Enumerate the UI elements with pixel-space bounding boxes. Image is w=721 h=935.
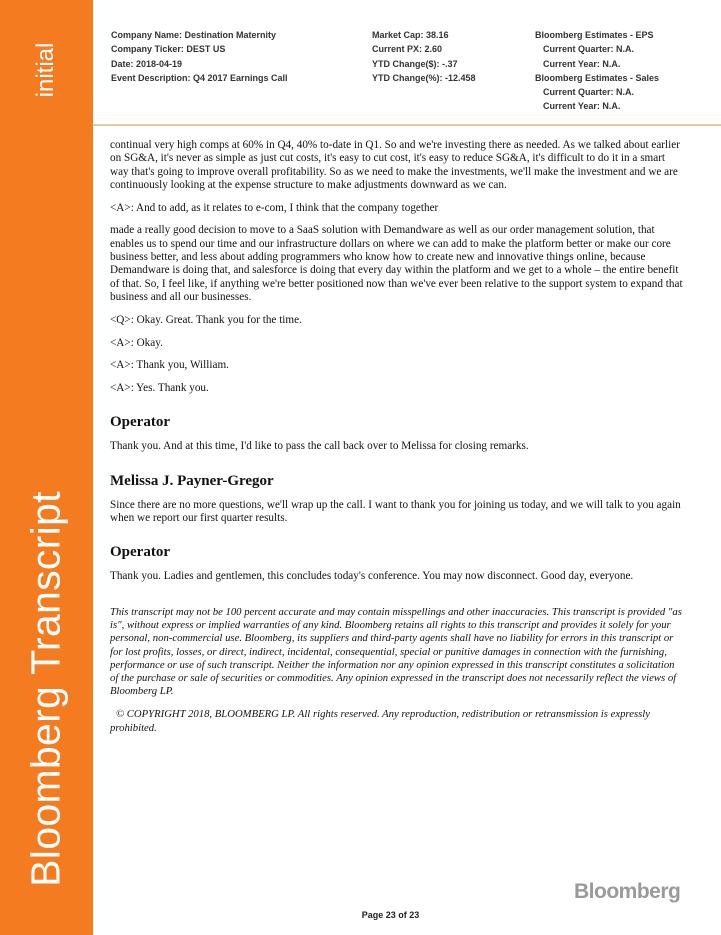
company-ticker: Company Ticker: DEST US (111, 44, 226, 55)
speaker-heading: Melissa J. Payner-Gregor (110, 472, 274, 489)
paragraph: made a really good decision to move to a SaaS solution with Demandware as well as our order management solution, that enables us to spend our time and our infrastructure dollars on where we can add to make the platform better or make our core business better, and less about adding programmers who know how to create new and innovative things online, because Demandware is doing that, and salesforce is doing that every day within the platform and we get to a whole – the entire benefit of that. So, I feel like, if anything we're better positioned now than we've ever been relative to the support system to expand that business and all our businesses. (110, 224, 683, 303)
paragraph: <A>: Yes. Thank you. (110, 382, 209, 395)
header-divider (93, 124, 721, 126)
date: Date: 2018-04-19 (111, 58, 183, 69)
paragraph: <Q>: Okay. Great. Thank you for the time. (110, 313, 302, 326)
header-company-column (111, 28, 288, 85)
eps-title: Bloomberg Estimates - EPS (535, 30, 654, 40)
paragraph: <A>: And to add, as it relates to e-com, I think that the company together (110, 201, 439, 214)
sales-quarter: Current Quarter: N.A. (543, 87, 635, 98)
sales-year: Current Year: N.A. (543, 101, 621, 112)
speaker-heading: Operator (110, 414, 170, 431)
ytd-change: YTD Change($): -.37 (372, 58, 458, 69)
disclaimer: This transcript may not be 100 percent accurate and may contain misspellings and other inaccuracies. This transcript is provided "as is", without express or implied warranties of any kind. Bloomberg retains all rights to this transcript and provides it solely for your personal, non-commercial use. Bloomberg, its suppliers and third-party agents shall have no liability for errors in this transcript or for lost profits, losses, or direct, indirect, incidental, consequential, special or punitive damages in connection with the furnishing, performance or use of such transcript. Neither the information nor any opinion expressed in this transcript constitutes a solicitation of the purchase or sale of securities or commodities. Any opinion expressed in the transcript does not necessarily reflect the views of Bloomberg LP. (110, 605, 682, 698)
current-px: Current PX: 2.60 (372, 44, 443, 55)
paragraph: <A>: Okay. (110, 336, 163, 349)
sidebar-tag: initial (32, 42, 59, 98)
transcript-body (110, 139, 685, 744)
market-cap: Market Cap: 38.16 (372, 30, 449, 40)
eps-quarter: Current Quarter: N.A. (543, 44, 635, 55)
bloomberg-logo: Bloomberg (574, 880, 681, 903)
company-name: Company Name: Destination Maternity (111, 30, 277, 40)
copyright: © COPYRIGHT 2018, BLOOMBERG LP. All rights reserved. Any reproduction, redistribution or retransmission is expressly prohibited. (110, 708, 650, 734)
paragraph: continual very high comps at 60% in Q4, 40% to-date in Q1. So and we're investing there as needed. As we talked about earlier on SG&A, it's never as simple as just cut costs, it's easy to cut cost, it's easy to reduce SG&A, it's difficult to do it in a smart way that's going to improve overall profitability. So as we need to make the investments, we'll make the investment and we are continuously looking at the expense structure to make adjustments downward as we can. (110, 139, 680, 191)
paragraph: Since there are no more questions, we'll wrap up the call. I want to thank you for joining us today, and we will talk to you again when we report our first quarter results. (110, 498, 681, 525)
speaker-heading: Operator (110, 544, 170, 561)
paragraph: <A>: Thank you, William. (110, 359, 229, 372)
event-description: Event Description: Q4 2017 Earnings Call (111, 72, 288, 83)
ytd-change-pct: YTD Change(%): -12.458 (372, 72, 476, 83)
sidebar (0, 0, 93, 935)
sales-title: Bloomberg Estimates - Sales (535, 72, 660, 83)
eps-year: Current Year: N.A. (543, 58, 621, 69)
page-number: Page 23 of 23 (361, 910, 420, 920)
paragraph: Thank you. Ladies and gentlemen, this concludes today's conference. You may now disconnect. Good day, everyone. (110, 570, 634, 583)
header-market-column (372, 28, 476, 85)
sidebar-title: Bloomberg Transcript (22, 491, 69, 887)
header-estimates-column (535, 28, 659, 114)
paragraph: Thank you. And at this time, I'd like to pass the call back over to Melissa for closing remarks. (110, 440, 529, 453)
